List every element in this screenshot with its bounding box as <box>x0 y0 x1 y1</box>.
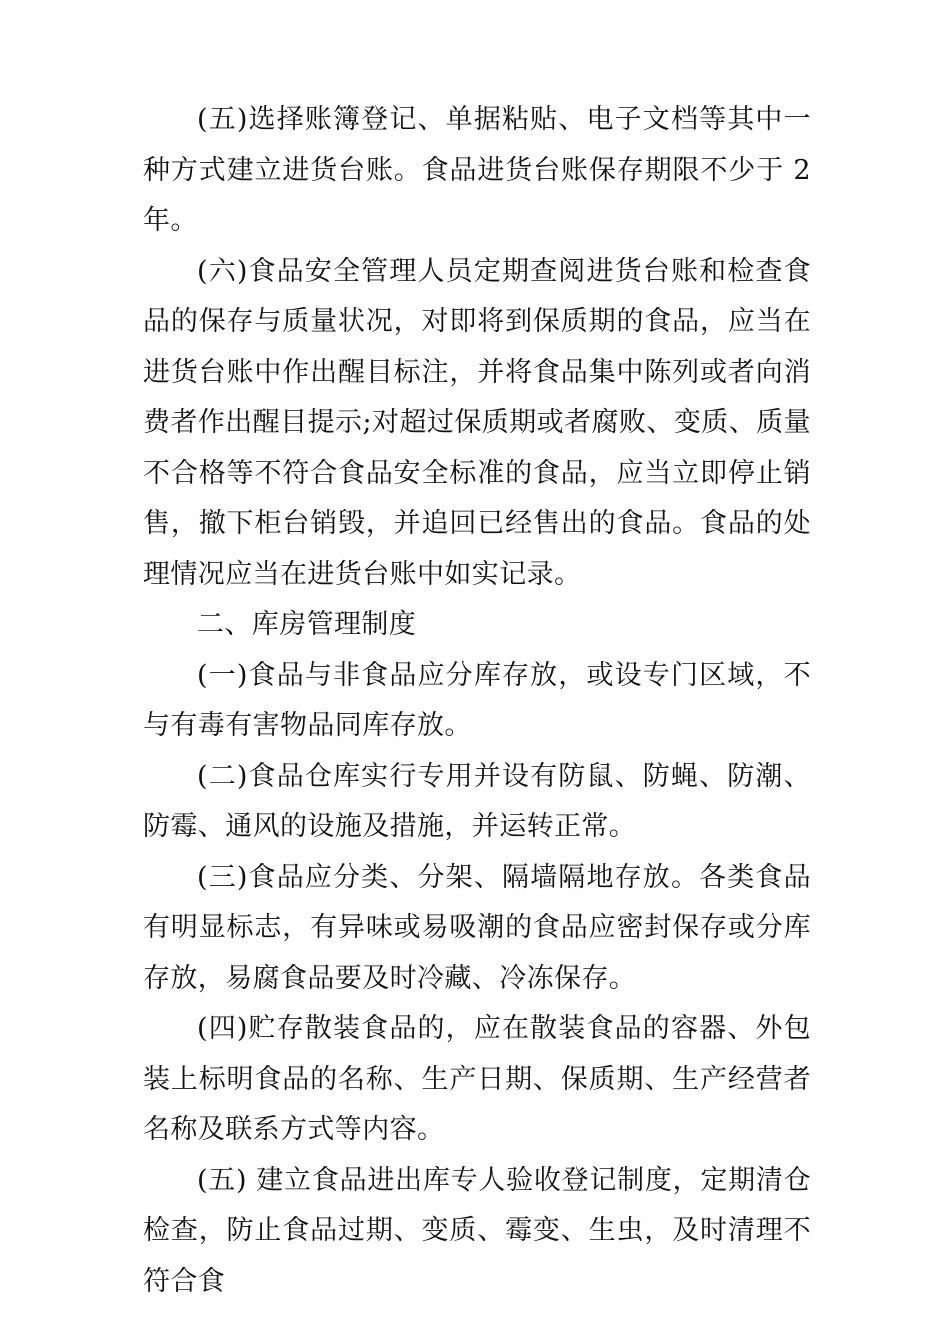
paragraph-classified-storage: (三)食品应分类、分架、隔墙隔地存放。各类食品有明显标志，有异味或易吸潮的食品应密封保存或分库存放，易腐食品要及时冷藏、冷冻保存。 <box>143 861 811 994</box>
paragraph-ledger-method: (五)选择账簿登记、单据粘贴、电子文档等其中一种方式建立进货台账。食品进货台账保存期限不少于 2 年。 <box>143 104 811 236</box>
paragraph-inventory-inspection: (五) 建立食品进出库专人验收登记制度，定期清仓检查，防止食品过期、变质、霉变、生虫，及时清理不符合食 <box>143 1164 811 1297</box>
paragraph-inspection-duty: (六)食品安全管理人员定期查阅进货台账和检查食品的保存与质量状况，对即将到保质期的食品，应当在进货台账中作出醒目标注，并将食品集中陈列或者向消费者作出醒目提示;对超过保质期或者腐败、变质、质量不合格等不符合食品安全标准的食品，应当立即停止销售，撤下柜台销毁，并追回已经售出的食品。食品的处理情况应当在进货台账中如实记录。 <box>143 255 811 590</box>
paragraph-dedicated-warehouse: (二)食品仓库实行专用并设有防鼠、防蝇、防潮、防霉、通风的设施及措施，并运转正常。 <box>143 760 811 842</box>
section-heading-warehouse: 二、库房管理制度 <box>197 609 417 640</box>
document-body <box>143 95 811 1307</box>
paragraph-separate-storage: (一)食品与非食品应分库存放，或设专门区域，不与有毒有害物品同库存放。 <box>143 659 811 741</box>
paragraph-bulk-food-labeling: (四)贮存散装食品的，应在散装食品的容器、外包装上标明食品的名称、生产日期、保质期、生产经营者名称及联系方式等内容。 <box>143 1013 811 1145</box>
